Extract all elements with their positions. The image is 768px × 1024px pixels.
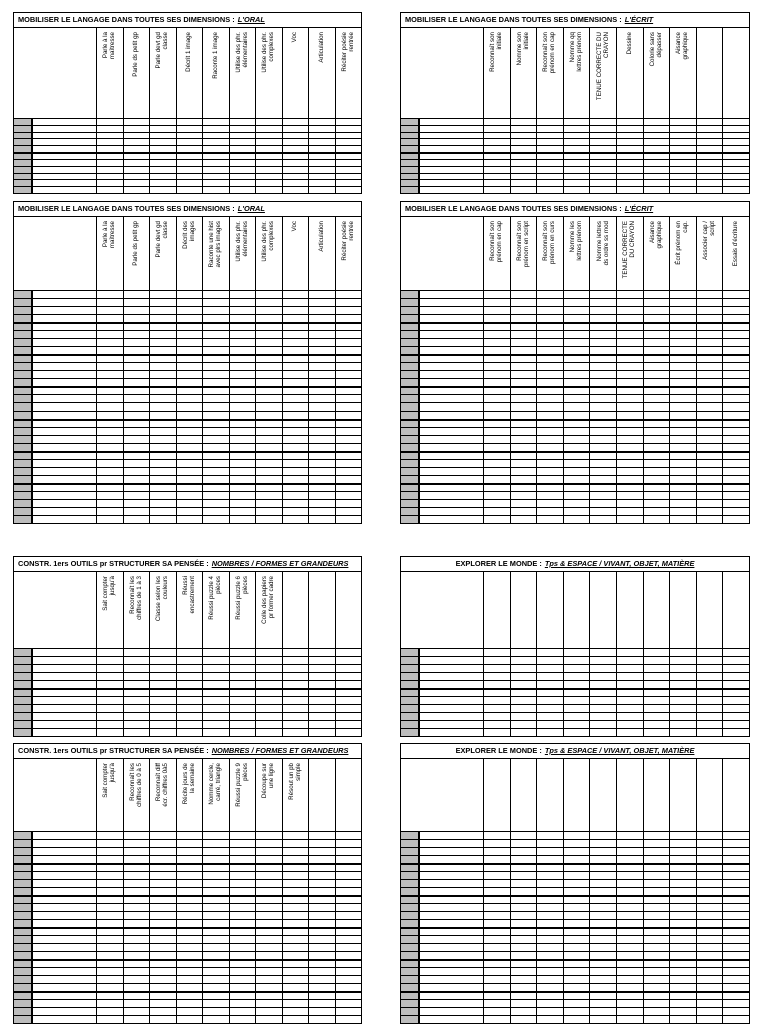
table-row-line [401,696,749,697]
table-row-line [401,475,749,476]
column-header-label: Colle des papiers pr former cadre [261,576,276,624]
table-row-line [14,983,361,984]
table-row-line [401,491,749,492]
table-row-line [401,903,749,904]
table-row-line [401,132,749,133]
table-row-line [14,895,361,897]
grid-title [14,13,361,28]
column-header-label: Colorie sans dépasser [648,32,663,67]
table-row-line [401,411,749,412]
column-header-label: Parle ds petit gp [132,32,140,77]
column-header-label: Réussi puzzle 9 pièces [234,763,249,807]
table-row-line [401,863,749,865]
column-header-label: TENUE CORRECTE DU CRAYON [622,221,637,279]
student-column [401,648,419,736]
column-header-label: Articulation [317,221,325,252]
grid-title-text: EXPLORER LE MONDE : [455,559,542,568]
table-row-line [14,903,361,904]
table-row-line [14,145,361,146]
table-row-line [401,298,749,299]
table-row-line [14,688,361,690]
column-header-label: Articulation [317,32,325,63]
table-row-line [14,879,361,880]
column-header-label: Aisance graphique [648,221,663,249]
grid-subtitle: NOMBRES / FORMES ET GRANDEURS [211,559,349,568]
table-row-line [14,515,361,516]
column-line [123,27,124,193]
table-row-line [14,483,361,485]
table-row-line [14,475,361,476]
column-header-label: TENUE CORRECTE DU CRAYON [595,32,610,101]
table-row-line [14,386,361,388]
column-header-label: Utilise des phr. complexes [261,221,276,262]
column-header-label: Sait compter jusqu'à [102,763,117,798]
table-row-line [14,951,361,952]
column-line [255,27,256,193]
column-header-label: Réussi puzzle 4 pièces [208,576,223,620]
table-row-line [14,322,361,324]
column-header-label: Associer cap / script [701,221,717,260]
column-header-label: Décrit 1 image [185,32,193,72]
column-line [32,290,33,523]
table-row-line [14,1015,361,1016]
table-row-line [14,927,361,929]
table-row-line [401,656,749,657]
table-row-line [401,1007,749,1008]
table-row-line [401,999,749,1000]
column-line [419,648,420,736]
grid-title-text: MOBILISER LE LANGAGE DANS TOUTES SES DIMENSIONS : [18,204,235,213]
table-row-line [401,483,749,485]
table-row-line [401,507,749,508]
header-divider [14,118,361,119]
column-header-label: Nomme cercle, carré, triangle [208,763,223,805]
column-header-label: Réussi puzzle 6 pièces [234,576,249,620]
header-divider [401,648,749,649]
table-row-line [14,338,361,339]
table-row-line [401,499,749,500]
grid-subtitle: NOMBRES / FORMES ET GRANDEURS [211,746,349,755]
table-row-line [401,951,749,952]
table-row-line [14,459,361,460]
table-row-line [401,728,749,729]
table-row-line [14,704,361,705]
column-line [536,27,537,193]
column-header-label: Utilise des phr. complexes [261,32,276,73]
column-line [282,27,283,193]
column-line [202,27,203,193]
table-row-line [401,855,749,856]
table-row-line [401,879,749,880]
table-row-line [14,1007,361,1008]
column-line [32,118,33,193]
table-row-line [14,159,361,160]
table-row-line [401,839,749,840]
table-row-line [14,179,361,180]
grid-subtitle: Tps & ESPACE / VIVANT, OBJET, MATIÈRE [544,746,695,755]
table-row-line [14,911,361,912]
table-row-line [14,443,361,444]
grid-title [14,744,361,759]
grid-subtitle: L'ORAL [237,15,265,24]
table-row-line [401,847,749,848]
column-header-label: Parle devt gd classe [155,221,170,258]
table-row-line [401,402,749,403]
column-header-label: Récite jours de la semaine [181,763,196,805]
table-row-line [401,159,749,160]
column-header-label: Voc [291,221,299,232]
table-row-line [14,411,361,412]
table-row-line [14,419,361,421]
grid-subtitle: L'ORAL [237,204,265,213]
table-row-line [14,712,361,713]
column-line [149,27,150,193]
student-column [401,118,419,193]
column-header-label: Parle à la maîtresse [102,32,117,60]
table-row-line [401,935,749,936]
table-row-line [14,991,361,993]
table-row-line [14,298,361,299]
column-line [176,27,177,193]
table-row-line [401,459,749,460]
table-row-line [14,186,361,187]
column-line [32,648,33,736]
grid-ecrit-1 [400,12,750,194]
table-row-line [14,427,361,428]
column-line [510,27,511,193]
column-header-label: Utilise des phr. élémentaires [234,221,249,262]
table-row-line [14,975,361,976]
table-row-line [401,152,749,154]
column-header-label: Découpe sur une ligne [261,763,276,799]
grid-monde-1 [400,556,750,737]
table-row-line [14,346,361,347]
table-row-line [401,362,749,363]
header-divider [14,831,361,832]
grid-title-text: MOBILISER LE LANGAGE DANS TOUTES SES DIMENSIONS : [405,15,622,24]
table-row-line [14,370,361,371]
column-header-label: Résout un pb simple [287,763,302,800]
column-line [335,27,336,193]
header-divider [14,648,361,649]
table-row-line [401,664,749,665]
table-row-line [14,378,361,379]
table-row-line [14,696,361,697]
grid-oral-1 [13,12,362,194]
column-line [96,27,97,193]
column-header-label: Parle ds petit gp [132,221,140,266]
column-line [308,27,309,193]
column-line [589,27,590,193]
grid-ecrit-2 [400,201,750,524]
grid-title-text: CONSTR. 1ers OUTILS pr STRUCTURER SA PENSÉE : [18,559,209,568]
grid-subtitle: Tps & ESPACE / VIVANT, OBJET, MATIÈRE [544,559,695,568]
column-line [419,290,420,523]
grid-title-text: CONSTR. 1ers OUTILS pr STRUCTURER SA PENSÉE : [18,746,209,755]
column-line [722,27,723,193]
column-header-label: Essais d'écriture [732,221,740,267]
table-row-line [14,664,361,665]
grid-title [401,557,749,572]
table-row-line [14,173,361,174]
column-line [563,27,564,193]
table-row-line [14,166,361,167]
table-row-line [14,394,361,395]
column-header-label: Décrit des images [181,221,196,249]
table-row-line [14,720,361,721]
table-row-line [14,847,361,848]
table-row-line [401,314,749,315]
column-header-label: Utilise des phr. élémentaires [234,32,249,73]
table-row-line [401,720,749,721]
table-row-line [14,871,361,872]
column-header-label: Nomme lettres ds ordre ss mod [595,221,610,266]
column-header-label: Parle devt gd classe [155,32,170,69]
table-row-line [14,306,361,307]
column-header-label: Voc [291,32,299,43]
table-row-line [14,132,361,133]
column-line [669,27,670,193]
table-row-line [401,943,749,944]
column-header-label: Réussi encastrement [181,576,196,614]
grid-nombres-1 [13,556,362,737]
table-row-line [401,672,749,673]
column-line [643,27,644,193]
header-divider [14,290,361,291]
column-header-label: Raconte 1 image [211,32,219,79]
header-divider [401,831,749,832]
table-row-line [401,871,749,872]
table-row-line [14,354,361,356]
table-row-line [14,672,361,673]
grid-title-text: MOBILISER LE LANGAGE DANS TOUTES SES DIMENSIONS : [405,204,622,213]
grid-title [14,202,361,217]
table-row-line [14,967,361,968]
column-header-label: Reconnaît son prénom en curs [542,221,557,264]
table-row-line [14,314,361,315]
grid-subtitle: L'ÉCRIT [624,204,654,213]
table-row-line [401,959,749,961]
table-row-line [14,728,361,729]
table-row-line [401,346,749,347]
column-header-label: Parle à la maîtresse [102,221,117,249]
table-row-line [14,680,361,681]
table-row-line [401,887,749,888]
table-row-line [14,656,361,657]
column-header-label: Reconnaît son prénom en cap [489,221,504,263]
column-header-label: Nomme son initiale [515,32,530,66]
table-row-line [401,427,749,428]
grid-oral-2 [13,201,362,524]
grid-subtitle: L'ÉCRIT [624,15,654,24]
table-row-line [401,330,749,331]
table-row-line [14,491,361,492]
grid-nombres-2 [13,743,362,1024]
table-row-line [14,959,361,961]
table-row-line [14,435,361,436]
table-row-line [401,125,749,126]
table-row-line [14,152,361,154]
table-row-line [14,863,361,865]
table-row-line [401,145,749,146]
column-line [229,27,230,193]
table-row-line [401,688,749,690]
table-row-line [401,967,749,968]
table-row-line [401,386,749,388]
column-header-label: Classe selon les couleurs [155,576,170,622]
table-row-line [14,467,361,468]
table-row-line [401,306,749,307]
table-row-line [14,507,361,508]
table-row-line [401,704,749,705]
column-header-label: Aisance graphique [675,32,690,60]
column-line [616,27,617,193]
column-header-label: Sait compter jusqu'à [102,576,117,611]
table-row-line [401,166,749,167]
table-row-line [401,443,749,444]
table-row-line [14,839,361,840]
table-row-line [401,186,749,187]
table-row-line [401,1015,749,1016]
column-line [483,27,484,193]
table-row-line [14,499,361,500]
table-row-line [14,887,361,888]
table-row-line [401,975,749,976]
table-row-line [401,378,749,379]
column-header-label: Nomme les lettres prénom [568,221,584,261]
table-row-line [401,322,749,324]
column-line [419,118,420,193]
grid-title [14,557,361,572]
student-column [14,290,32,523]
table-row-line [401,419,749,421]
header-divider [401,118,749,119]
column-header-label: Reconnaît son initiale [489,32,504,72]
grid-title-text: MOBILISER LE LANGAGE DANS TOUTES SES DIMENSIONS : [18,15,235,24]
table-row-line [401,895,749,897]
table-row-line [401,179,749,180]
student-column [14,118,32,193]
column-line [696,27,697,193]
table-row-line [401,911,749,912]
table-row-line [14,943,361,944]
table-row-line [401,435,749,436]
table-row-line [14,451,361,453]
grid-title-text: EXPLORER LE MONDE : [455,746,542,755]
table-row-line [14,362,361,363]
table-row-line [401,919,749,920]
table-row-line [14,402,361,403]
table-row-line [401,467,749,468]
grid-title [401,202,749,217]
table-row-line [401,983,749,984]
grid-title [401,13,749,28]
table-row-line [401,370,749,371]
column-header-label: Raconte une hist avec plrs images [208,221,223,268]
table-row-line [401,927,749,929]
table-row-line [14,855,361,856]
grid-title [401,744,749,759]
table-row-line [401,173,749,174]
table-row-line [401,138,749,139]
table-row-line [401,394,749,395]
column-header-label: Reconnaît les chiffres de 0 à 5 [128,763,143,807]
table-row-line [401,680,749,681]
column-header-label: Reconnaît diff écr. chiffres 0à5 [155,763,170,807]
table-row-line [14,125,361,126]
header-divider [401,290,749,291]
column-header-label: Nomme qq lettres prénom [568,32,584,72]
grid-monde-2 [400,743,750,1024]
table-row-line [401,451,749,453]
table-row-line [401,991,749,993]
table-row-line [14,138,361,139]
table-row-line [14,999,361,1000]
table-row-line [401,354,749,356]
student-column [14,648,32,736]
table-row-line [401,515,749,516]
table-row-line [401,712,749,713]
table-row-line [401,338,749,339]
column-header-label: Reconnaît les chiffres de 1 à 3 [128,576,143,620]
column-header-label: Reconnaît son prénom en cap [542,32,557,74]
column-header-label: Reconnaît son prénom en script [515,221,530,268]
table-row-line [14,330,361,331]
column-header-label: Dessine [625,32,633,55]
column-header-label: Écrit prénom en cap. [675,221,690,265]
column-header-label: Réciter poésie rentrée [340,221,355,261]
table-row-line [14,935,361,936]
table-row-line [14,919,361,920]
column-header-label: Réciter poésie rentrée [340,32,355,72]
student-column [401,290,419,523]
